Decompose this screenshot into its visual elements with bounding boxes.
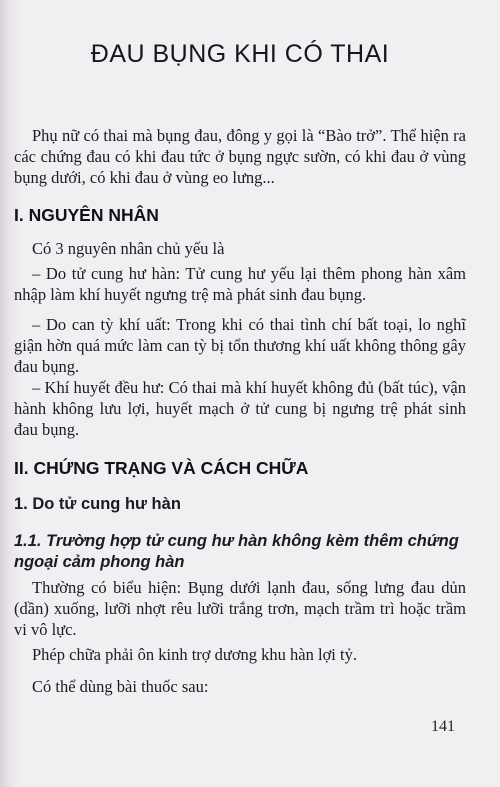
remedy-paragraph: Có thể dùng bài thuốc sau: xyxy=(32,677,209,696)
section-heading-symptoms: II. CHỨNG TRẠNG VÀ CÁCH CHỮA xyxy=(14,458,309,478)
cause-item-3: – Khí huyết đều hư: Có thai mà khí huyết không đủ (bất túc), vận hành không lưu lợi, huyết mạch ở tử cung bị ngưng trệ phát sinh đau bụng. xyxy=(14,378,466,439)
subsubsection-block xyxy=(14,531,466,573)
remedy-paragraph-block xyxy=(14,676,466,697)
cause-item-1: – Do tử cung hư hàn: Tử cung hư yếu lại thêm phong hàn xâm nhập làm khí huyết ngưng trệ mà phát sinh đau bụng. xyxy=(14,264,466,304)
cause-item-3-block xyxy=(14,377,466,440)
section-heading-causes: I. NGUYÊN NHÂN xyxy=(14,205,159,225)
subsection-1-block xyxy=(14,495,466,514)
section-causes xyxy=(14,205,466,226)
treatment-paragraph: Phép chữa phải ôn kinh trợ dương khu hàn lợi tỷ. xyxy=(32,645,357,664)
causes-lead: Có 3 nguyên nhân chủ yếu là xyxy=(32,239,225,258)
page-number: 141 xyxy=(431,718,455,735)
subsection-heading: 1. Do tử cung hư hàn xyxy=(14,495,181,513)
subsubsection-heading: 1.1. Trường hợp tử cung hư hàn không kèm thêm chứng ngoại cảm phong hàn xyxy=(14,532,459,571)
cause-item-2: – Do can tỳ khí uất: Trong khi có thai tình chí bất toại, lo nghĩ giận hờn quá mức làm can tỳ bị tổn thương khí uất không thông gây đau bụng. xyxy=(14,315,466,376)
intro-block xyxy=(14,125,466,188)
intro-paragraph: Phụ nữ có thai mà bụng đau, đông y gọi là “Bào trở”. Thể hiện ra các chứng đau có khi đau tức ở bụng ngực sườn, có khi đau ở vùng bụng dưới, có khi đau ở vùng eo lưng... xyxy=(14,126,466,187)
treatment-paragraph-block xyxy=(14,644,466,665)
symptom-paragraph: Thường có biểu hiện: Bụng dưới lạnh đau, sống lưng đau dủn (dần) xuống, lưỡi nhợt rêu lưỡi trắng trơn, mạch trầm trì hoặc trầm vi vô lực. xyxy=(14,578,466,639)
page-title: ĐAU BỤNG KHI CÓ THAI xyxy=(90,40,390,68)
symptom-paragraph-block xyxy=(14,577,466,640)
section-symptoms xyxy=(14,458,466,479)
cause-item-2-block xyxy=(14,314,466,377)
cause-item-1-block xyxy=(14,263,466,305)
causes-lead-block xyxy=(14,238,466,259)
